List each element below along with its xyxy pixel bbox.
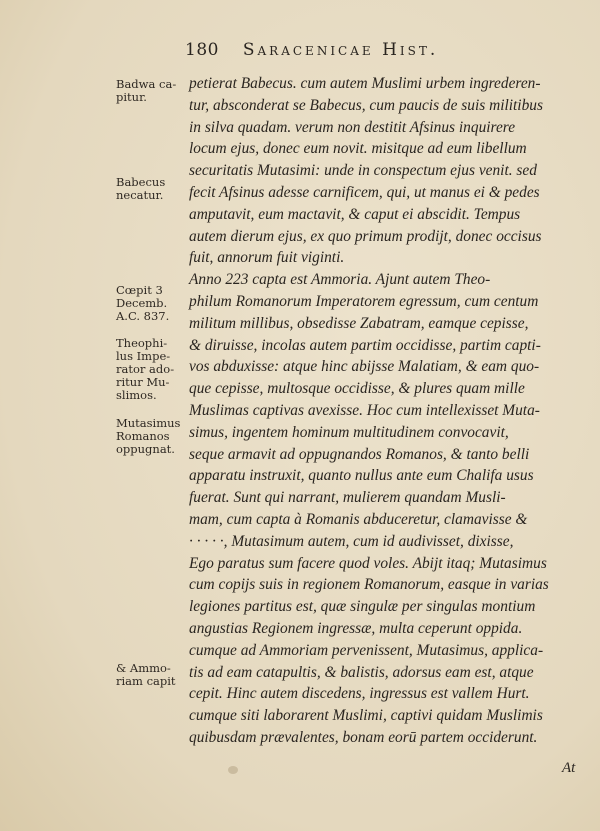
margin-note-line: A.C. 837. [116, 309, 170, 323]
margin-note [116, 176, 186, 202]
text-line: fuerat. Sunt qui narrant, mulierem quandam Musli- [189, 489, 506, 507]
margin-note-line: necatur. [116, 188, 164, 202]
text-line: quibusdam prævalentes, bonam eorū partem occiderunt. [189, 728, 538, 746]
ink-stain [228, 766, 238, 774]
margin-note-line: Cœpit 3 [116, 283, 163, 297]
text-line: locum ejus, donec eum novit. misitque ad eum libellum [189, 140, 527, 158]
text-line: cepit. Hinc autem discedens, ingressus est vallem Hurt. [189, 685, 530, 703]
margin-note-line: Romanos [116, 429, 170, 443]
margin-note-line: lus Impe- [116, 349, 171, 363]
text-line: petierat Babecus. cum autem Muslimi urbem ingrederen- [189, 75, 541, 92]
margin-note-line: ritur Mu- [116, 375, 170, 389]
text-line: philum Romanorum Imperatorem egressum, cum centum [189, 292, 539, 310]
text-line: angustias Regionem ingressæ, multa ceperunt oppida. [189, 619, 523, 637]
text-line: que cepisse, multosque occidisse, & plures quam mille [189, 380, 525, 398]
margin-note-line: rator ado- [116, 362, 175, 376]
margin-note-line: Decemb. [116, 296, 168, 310]
text-line: securitatis Mutasimi: unde in conspectum ejus venit. sed [189, 162, 537, 180]
margin-note [116, 284, 186, 323]
running-header [185, 40, 555, 60]
text-line: cum copijs suis in regionem Romanorum, easque in varias [189, 576, 549, 594]
text-line: & diruisse, incolas autem partim occidisse, partim capti- [189, 336, 541, 354]
text-line: apparatu instruxit, quanto nullus ante eum Chalifa usus [189, 467, 534, 485]
margin-note-line: Theophi- [116, 336, 168, 350]
text-line: simus, ingentem hominum multitudinem convocavit, [189, 423, 509, 441]
text-line: amputavit, eum mactavit, & caput ei abscidit. Tempus [189, 205, 521, 223]
margin-note [116, 662, 186, 688]
margin-note-line: & Ammo- [116, 661, 171, 675]
text-line: mam, cum capta à Romanis abduceretur, clamavisse & [189, 510, 528, 528]
text-line: autem dierum ejus, ex quo primum prodijt, donec occisus [189, 227, 542, 245]
text-line: militum millibus, obsedisse Zabatram, eamque cepisse, [189, 314, 529, 332]
margin-note-line: Mutasimus [116, 416, 181, 430]
margin-note-line: slimos. [116, 388, 157, 402]
body-text [189, 73, 573, 749]
page-number: 180 [185, 40, 219, 60]
margin-note-line: pitur. [116, 90, 147, 104]
margin-note-line: riam capit [116, 674, 176, 688]
margin-note [116, 337, 186, 402]
margin-note [116, 417, 186, 456]
text-line: seque armavit ad oppugnandos Romanos, & tanto belli [189, 445, 530, 463]
text-line: in silva quadam. verum non destitit Afsinus inquirere [189, 118, 516, 136]
text-line: Muslimas captivas avexisse. Hoc cum intellexisset Muta- [189, 401, 540, 419]
text-line: tis ad eam catapultis, & balistis, adorsus eam est, atque [189, 663, 534, 681]
text-line: cumque siti laborarent Muslimi, captivi quidam Muslimis [189, 707, 543, 725]
catchword: At [562, 760, 576, 776]
text-line: · · · · ·, Mutasimum autem, cum id audivisset, dixisse, [189, 532, 514, 550]
text-line: vos abduxisse: atque hinc abijsse Malatiam, & eam quo- [189, 358, 540, 376]
text-line: Anno 223 capta est Ammoria. Ajunt autem Theo- [189, 271, 491, 289]
margin-note [116, 78, 186, 104]
margin-note-line: oppugnat. [116, 442, 175, 456]
margin-note-line: Badwa ca- [116, 77, 177, 91]
text-line: tur, absconderat se Babecus, cum paucis de suis militibus [189, 96, 543, 114]
text-line: fuit, annorum fuit viginti. [189, 249, 345, 267]
running-title: Saracenicae Hist. [242, 40, 439, 60]
text-line: fecit Afsinus adesse carnificem, qui, ut manus ei & pedes [189, 183, 540, 201]
text-line: cumque ad Ammoriam pervenissent, Mutasimus, applica- [189, 641, 544, 659]
text-line: Ego paratus sum facere quod voles. Abijt itaq; Mutasimus [189, 554, 547, 572]
margin-note-line: Babecus [116, 175, 166, 189]
text-line: legiones partitus est, quæ singulæ per singulas montium [189, 598, 536, 616]
